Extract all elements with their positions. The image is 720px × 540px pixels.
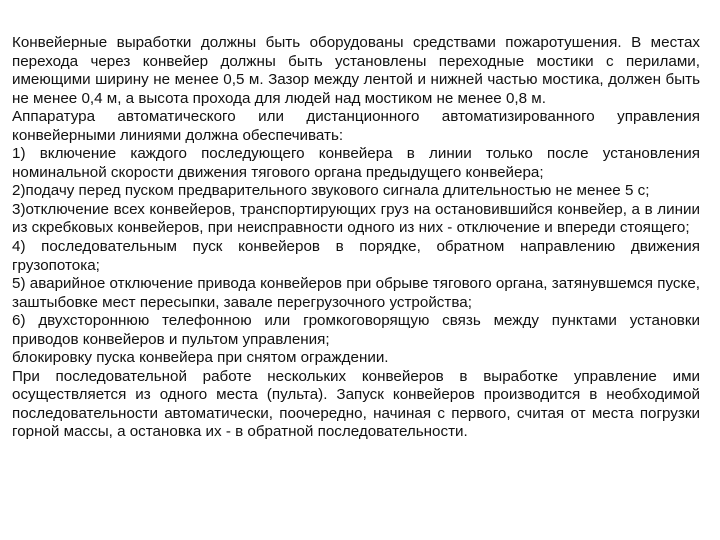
list-item-1: 1) включение каждого последующего конвейера в линии только после установления номинальной скорости движения тягового органа предыдущего конвейера; (12, 145, 700, 181)
document-text-block (12, 34, 700, 442)
paragraph-fire-safety: Конвейерные выработки должны быть оборудованы средствами пожаротушения. В местах перехода через конвейер должны быть установлены переходные мостики с перилами, имеющими ширину не менее 0,5 м. Зазор между лентой и нижней частью мостика, должен быть не менее 0,4 м, а высота прохода для людей над мостиком не менее 0,8 м. (12, 34, 700, 107)
list-item-4: 4) последовательным пуск конвейеров в порядке, обратном направлению движения грузопотока; (12, 238, 700, 274)
list-item-5: 5) аварийное отключение привода конвейеров при обрыве тягового органа, затянувшемся пуске, заштыбовке мест пересыпки, завале перегрузочного устройства; (12, 275, 700, 311)
list-item-guard-interlock: блокировку пуска конвейера при снятом ограждении. (12, 349, 389, 367)
list-item-2: 2)подачу перед пуском предварительного звукового сигнала длительностью не менее 5 с; (12, 182, 650, 200)
paragraph-sequential-operation: При последовательной работе нескольких конвейеров в выработке управление ими осуществляется из одного места (пульта). Запуск конвейеров производится в необходимой последовательности автоматически, поочередно, начиная с первого, считая от места погрузки горной массы, а остановка их - в обратной последовательности. (12, 367, 700, 441)
paragraph-control-equipment: Аппаратура автоматического или дистанционного автоматизированного управления конвейерными линиями должна обеспечивать: (12, 108, 700, 144)
list-item-3: 3)отключение всех конвейеров, транспортирующих груз на остановившийся конвейер, а в линии из скребковых конвейеров, при неисправности одного из них - отключение и впереди стоящего; (12, 200, 700, 237)
list-item-6: 6) двухстороннюю телефонною или громкоговорящую связь между пунктами установки приводов конвейеров и пультом управления; (12, 312, 700, 348)
